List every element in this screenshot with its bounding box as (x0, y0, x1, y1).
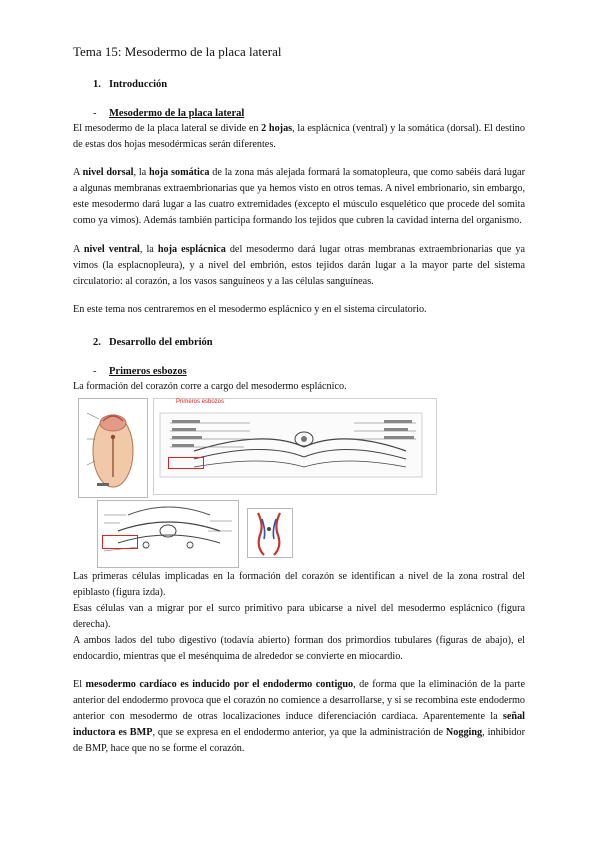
section-number: 1. (93, 79, 101, 90)
bold-term: nivel ventral (83, 244, 140, 255)
figure-migration-section (153, 398, 437, 495)
figure-embryo-dorsal (78, 398, 148, 498)
highlight-box (168, 457, 204, 469)
text-run: , que se expresa en el endodermo anterior, ya que la administración de (152, 727, 446, 738)
section-heading-1 (93, 79, 167, 90)
text-run: del mesodermo dará lugar otras membranas extraembrionarias que ya vimos (la esplacnopleura), y a nivel del embrión, estos tejidos darán lugar a la mayor parte del sistema circulatorio: al corazón, a los vasos sanguíneos y a las células sanguíneas. (73, 244, 525, 287)
paragraph-mesodermo-cardiaco (73, 677, 525, 757)
section-number: 2. (93, 337, 101, 348)
cross-section-illustration (154, 399, 436, 494)
subsection-title: Mesodermo de la placa lateral (109, 108, 245, 119)
text-run: , la esplácnica (ventral) y la somática (dorsal). El destino de estas dos hojas mesodérmicas serán diferentes. (73, 123, 525, 150)
bold-term: hoja esplácnica (157, 244, 226, 255)
bold-term: señal inductora es BMP (73, 711, 525, 738)
bold-term: nivel dorsal (82, 167, 134, 178)
heart-tube-illustration (248, 509, 292, 557)
paragraph-migrar: Esas células van a migrar por el surco primitivo para ubicarse a nivel del mesodermo esplácnico (figura derecha). (73, 603, 525, 630)
text-run: , de forma que la eliminación de la parte anterior del endodermo provoca que el corazón no comience a desarrollarse, y si se recombina este endodermo anterior con mesodermo de otras localizaciones induce diferenciación cardiaca. Aparentemente la (73, 679, 525, 722)
section-title: Desarrollo del embrión (109, 337, 213, 348)
dash-bullet: - (93, 108, 97, 119)
text-run: El (73, 679, 86, 690)
text-run: A (73, 167, 83, 178)
paragraph-primeras-celulas: Las primeras células implicadas en la formación del corazón se identifican a nivel de la zona rostral del epiblasto (figura izda). (73, 571, 525, 598)
figure-heart-tubes (247, 508, 293, 558)
primordia-illustration (98, 501, 238, 567)
text-run: El mesodermo de la placa lateral se divide en (73, 123, 262, 134)
subsection-heading-2 (93, 366, 187, 377)
section-title: Introducción (109, 79, 168, 90)
bold-term: mesodermo cardíaco es inducido por el endodermo contiguo (85, 679, 354, 690)
bold-term: Nogging (445, 727, 483, 738)
figure-caption: Primeros esbozos (176, 399, 225, 405)
highlight-box (102, 535, 138, 549)
bold-term: hoja somática (148, 167, 210, 178)
paragraph-nivel-dorsal (73, 165, 525, 229)
text-run: , la (133, 167, 149, 178)
embryo-illustration (79, 399, 147, 497)
subsection-heading-1 (93, 108, 244, 119)
paragraph-formacion-corazon: La formación del corazón corre a cargo del mesodermo esplácnico. (73, 381, 347, 392)
subsection-title: Primeros esbozos (109, 366, 187, 377)
paragraph-tubo-digestivo: A ambos lados del tubo digestivo (todavía abierto) forman dos primordios tubulares (figuras de abajo), el endocardio, mientras que el mesénquima de alrededor se convierte en miocardio. (73, 635, 525, 662)
page-title: Tema 15: Mesodermo de la placa lateral (73, 44, 282, 59)
section-heading-2 (93, 337, 213, 348)
text-run: , inhibidor de BMP, hace que no se forme el corazón. (73, 727, 525, 754)
paragraph-hojas (73, 121, 525, 153)
text-run: A (73, 244, 84, 255)
dash-bullet: - (93, 366, 97, 377)
text-run: de la zona más alejada formará la somatopleura, que como sabéis dará lugar a algunas membranas extraembrionarias que ya hemos visto en otros temas. A nivel embrionario, sin embargo, este mesodermo dará lugar a las cuatro extremidades (excepto el músculo esquelético que procede del somita como ya vimos). Además también participa formando los tejidos que cubren la cavidad interna del organismo. (73, 167, 525, 226)
text-run: , la (139, 244, 158, 255)
paragraph-centraremos: En este tema nos centraremos en el mesodermo esplácnico y en el sistema circulatorio. (73, 304, 427, 315)
figure-tubular-primordia (97, 500, 239, 568)
paragraph-nivel-ventral (73, 242, 525, 290)
bold-term: 2 hojas (261, 123, 293, 134)
